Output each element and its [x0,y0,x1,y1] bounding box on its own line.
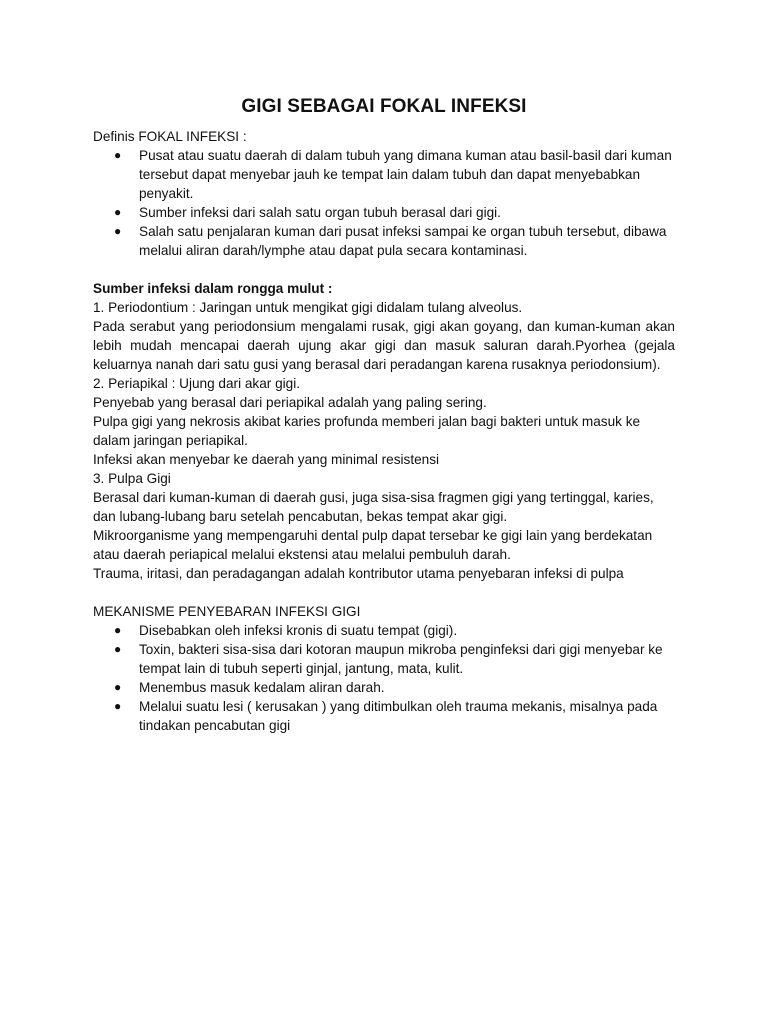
mechanism-list [93,621,675,735]
bullet-icon: ● [114,680,122,694]
pulpa-text: Trauma, iritasi, dan peradagangan adalah kontributor utama penyebaran infeksi di pulpa [93,566,624,581]
bullet-icon: ● [114,205,122,219]
definition-item: ● Salah satu penjalaran kuman dari pusat infeksi sampai ke organ tubuh tersebut, dibawa melalui aliran darah/lymphe atau dapat pula secara kontaminasi. [114,224,667,258]
bullet-icon: ● [114,148,122,162]
mechanism-item: ● Toxin, bakteri sisa-sisa dari kotoran maupun mikroba penginfeksi dari gigi menyebar ke tempat lain di tubuh seperti ginjal, jantung, mata, kulit. [114,642,663,676]
bullet-icon: ● [114,623,122,637]
mechanism-item: ● Menembus masuk kedalam aliran darah. [114,680,385,695]
document-page [93,94,675,735]
bullet-icon: ● [114,224,122,238]
mechanism-heading: MEKANISME PENYEBARAN INFEKSI GIGI [93,604,361,619]
periodontium-title: 1. Periodontium : Jaringan untuk mengikat gigi didalam tulang alveolus. [93,300,523,315]
definition-item: ● Pusat atau suatu daerah di dalam tubuh yang dimana kuman atau basil-basil dari kuman tersebut dapat menyebar jauh ke tempat lain dalam tubuh dan dapat menyebabkan penyakit. [114,148,672,201]
bullet-icon: ● [114,699,122,713]
pulpa-text: Mikroorganisme yang mempengaruhi dental pulp dapat tersebar ke gigi lain yang berdekatan atau daerah periapical melalui ekstensi atau melalui pembuluh darah. [93,528,653,562]
definition-heading: Definis FOKAL INFEKSI : [93,129,247,144]
definition-list [93,146,675,260]
mechanism-item: ● Disebabkan oleh infeksi kronis di suatu tempat (gigi). [114,623,458,638]
definition-item: ● Sumber infeksi dari salah satu organ tubuh berasal dari gigi. [114,205,501,220]
periapikal-text: Infeksi akan menyebar ke daerah yang minimal resistensi [93,452,440,467]
mechanism-item: ● Melalui suatu lesi ( kerusakan ) yang ditimbulkan oleh trauma mekanis, misalnya pada tindakan pencabutan gigi [114,699,658,733]
sources-heading: Sumber infeksi dalam rongga mulut : [93,281,333,296]
pulpa-title: 3. Pulpa Gigi [93,471,171,486]
bullet-icon: ● [114,642,122,656]
periapikal-text: Pulpa gigi yang nekrosis akibat karies profunda memberi jalan bagi bakteri untuk masuk ke dalam jaringan periapikal. [93,414,641,448]
pulpa-text: Berasal dari kuman-kuman di daerah gusi, juga sisa-sisa fragmen gigi yang tertinggal, karies, dan lubang-lubang baru setelah pencabutan, bekas tempat akar gigi. [93,490,654,524]
periapikal-title: 2. Periapikal : Ujung dari akar gigi. [93,376,301,391]
section-gap [93,260,675,279]
periapikal-text: Penyebab yang berasal dari periapikal adalah yang paling sering. [93,395,487,410]
periodontium-text: Pada serabut yang periodonsium mengalami rusak, gigi akan goyang, dan kuman-kuman akan lebih mudah mencapai daerah ujung akar gigi dan masuk saluran darah.Pyorhea (gejala keluarnya nanah dari satu gusi yang berasal dari peradangan karena rusaknya periodonsium). [93,319,675,372]
section-gap [93,583,675,602]
document-title: GIGI SEBAGAI FOKAL INFEKSI [241,96,527,117]
